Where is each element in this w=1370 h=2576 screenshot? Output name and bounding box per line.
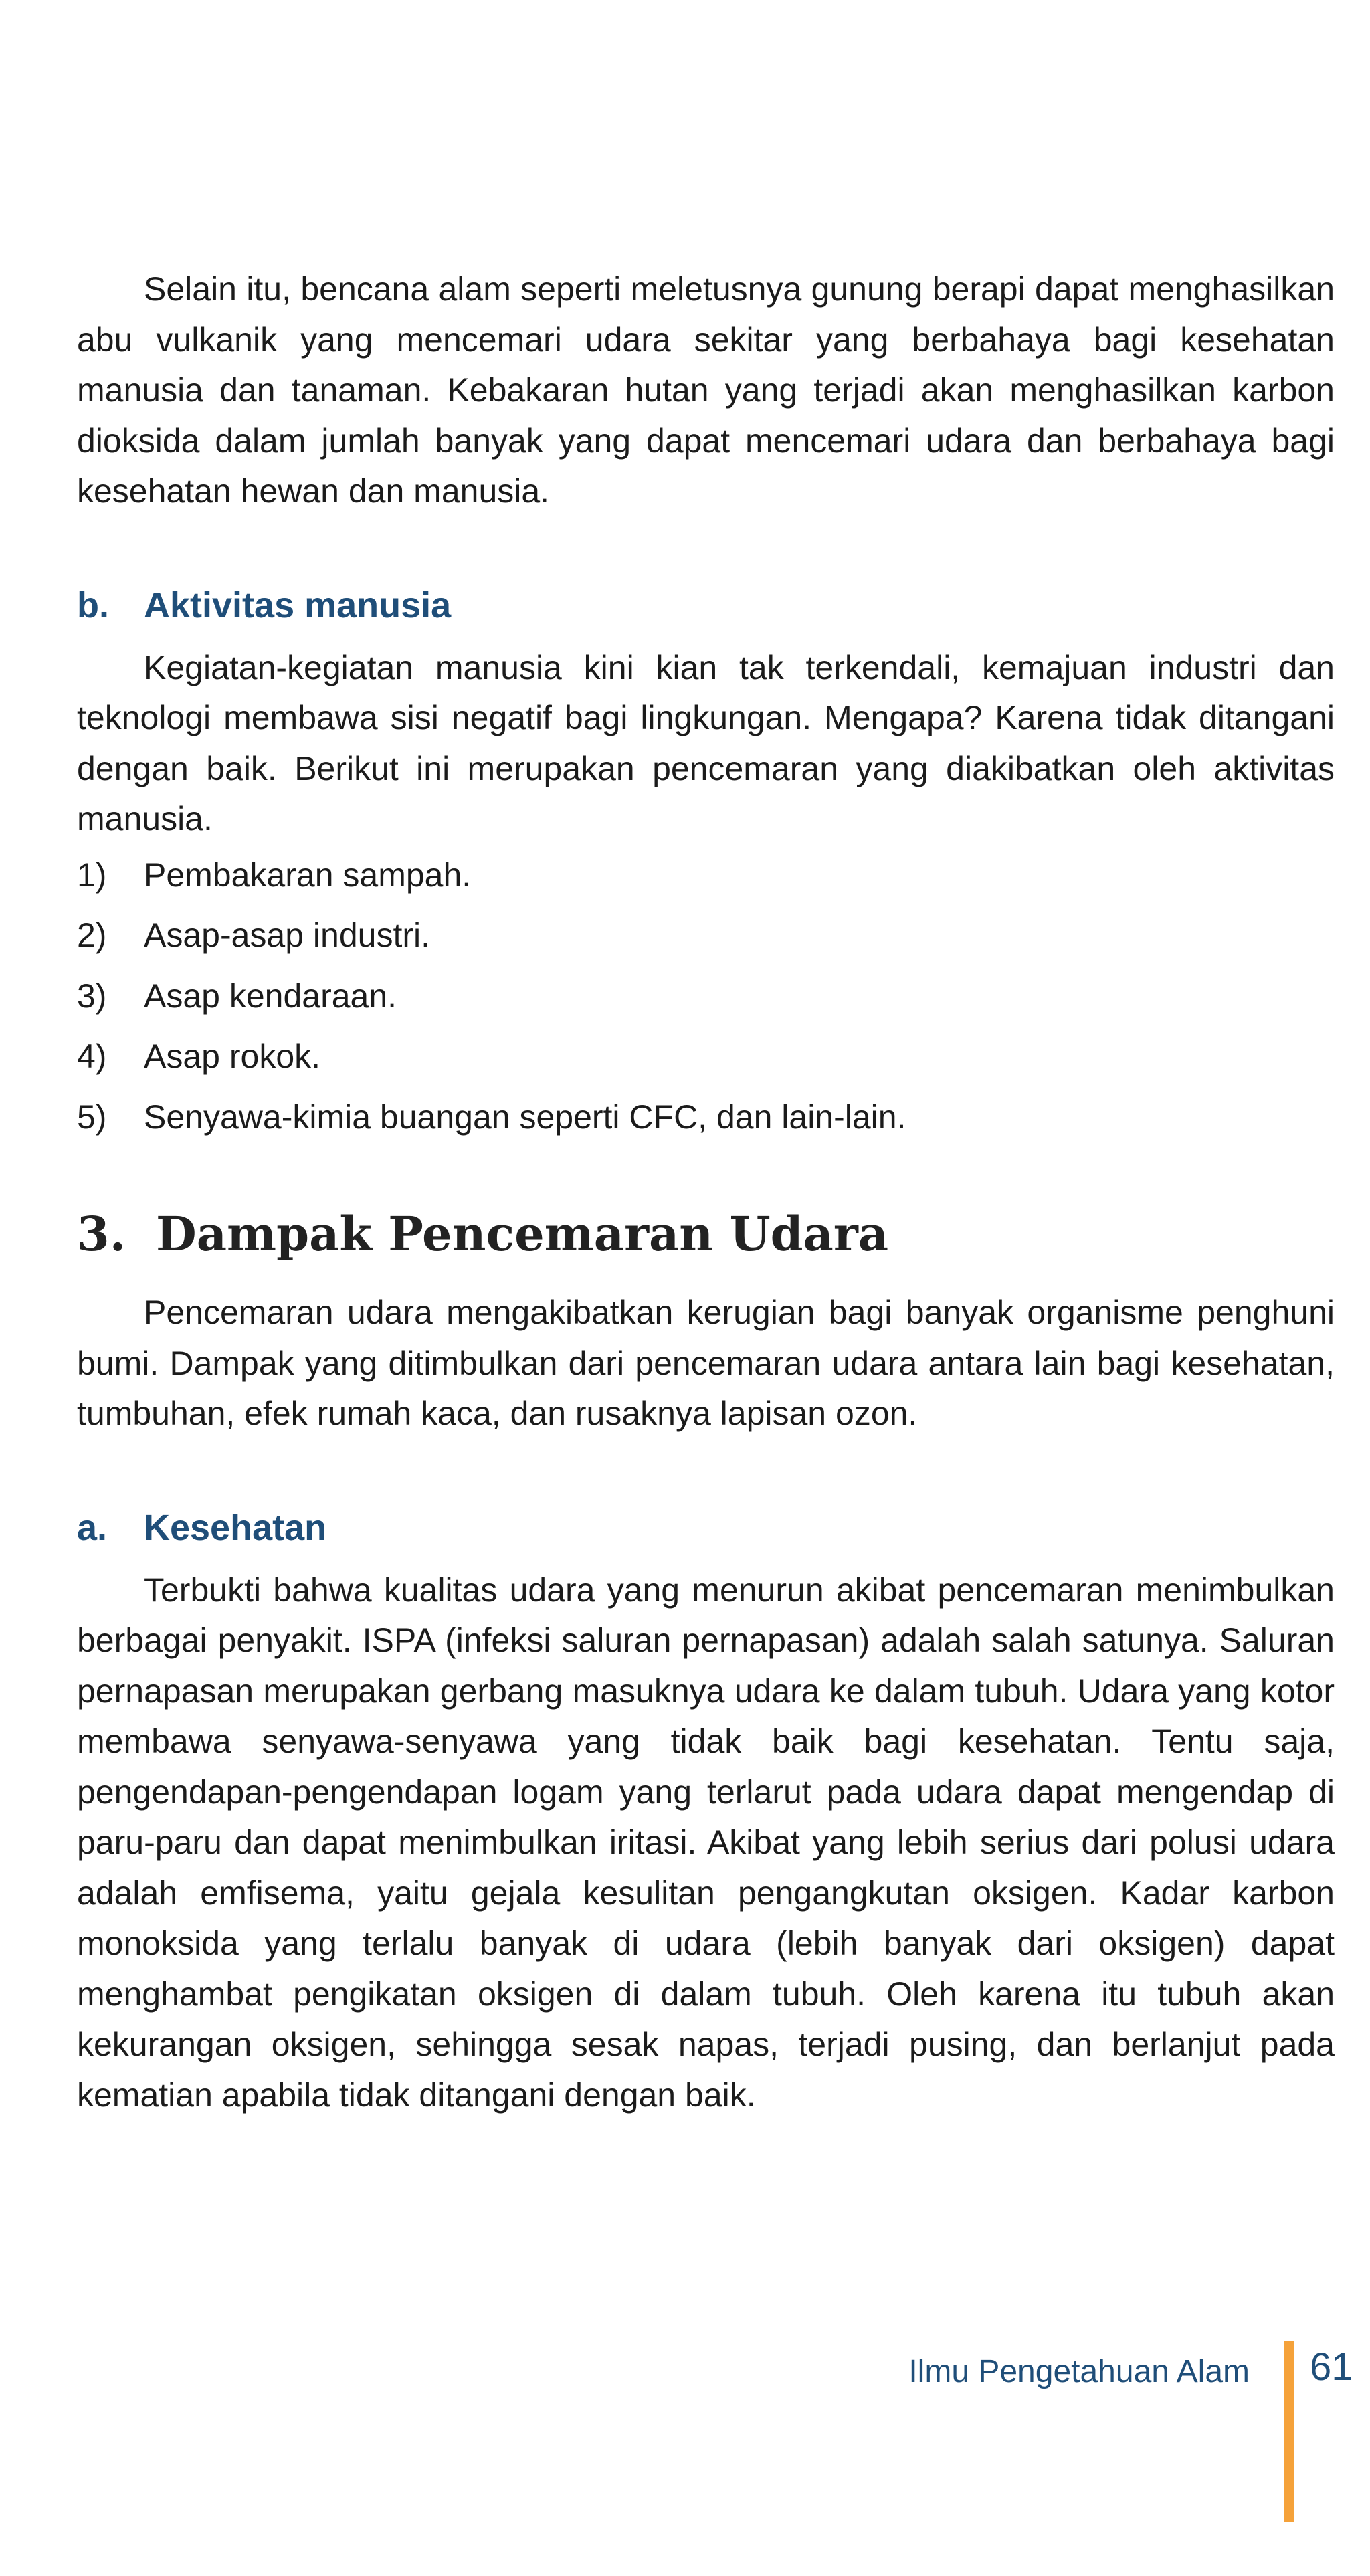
- list-number: 2): [77, 916, 107, 954]
- subsection-marker: a.: [77, 1507, 108, 1548]
- section-title: Dampak Pencemaran Udara: [156, 1206, 889, 1262]
- list-item: [77, 845, 1335, 906]
- list-text: Asap-asap industri.: [144, 916, 431, 954]
- subsection-title: Kesehatan: [144, 1507, 327, 1548]
- list-number: 1): [77, 856, 107, 894]
- pollution-source-list: [77, 845, 1335, 1148]
- footer-book-title: Ilmu Pengetahuan Alam: [908, 2354, 1250, 2389]
- list-text: Pembakaran sampah.: [144, 856, 472, 894]
- list-number: 3): [77, 977, 107, 1015]
- subsection-heading-aktivitas: [77, 579, 1335, 632]
- aktivitas-paragraph: Kegiatan-kegiatan manusia kini kian tak terkendali, kemajuan industri dan teknologi membawa sisi negatif bagi lingkungan. Mengapa? Karena tidak ditangani dengan baik. Berikut ini merupakan pencemaran yang diakibatkan oleh aktivitas manusia.: [77, 648, 1335, 837]
- list-item: [77, 1026, 1335, 1087]
- list-text: Asap kendaraan.: [144, 977, 397, 1015]
- section-number: 3.: [77, 1206, 126, 1262]
- dampak-paragraph: Pencemaran udara mengakibatkan kerugian bagi banyak organisme penghuni bumi. Dampak yang ditimbulkan dari pencemaran udara antara lain bagi kesehatan, tumbuhan, efek rumah kaca, dan rusaknya lapisan ozon.: [77, 1294, 1335, 1432]
- list-item: [77, 1087, 1335, 1148]
- subsection-title: Aktivitas manusia: [144, 585, 452, 625]
- list-item: [77, 966, 1335, 1027]
- subsection-marker: b.: [77, 585, 109, 625]
- list-item: [77, 905, 1335, 966]
- page-number: 61: [1310, 2345, 1353, 2389]
- section-heading-dampak: [77, 1201, 1335, 1268]
- page-content: [77, 264, 1335, 2120]
- list-text: Senyawa-kimia buangan seperti CFC, dan lain-lain.: [144, 1098, 906, 1136]
- subsection-heading-kesehatan: [77, 1501, 1335, 1555]
- kesehatan-paragraph: Terbukti bahwa kualitas udara yang menurun akibat pencemaran menimbulkan berbagai penyakit. ISPA (infeksi saluran pernapasan) adalah salah satunya. Saluran pernapasan merupakan gerbang masuknya udara ke dalam tubuh. Udara yang kotor membawa senyawa-senyawa yang tidak baik bagi kesehatan. Tentu saja, pengendapan-pengendapan logam yang terlarut pada udara dapat mengendap di paru-paru dan dapat menimbulkan iritasi. Akibat yang lebih serius dari polusi udara adalah emfisema, yaitu gejala kesulitan pengangkutan oksigen. Kadar karbon monoksida yang terlalu banyak di udara (lebih banyak dari oksigen) dapat menghambat pengikatan oksigen di dalam tubuh. Oleh karena itu tubuh akan kekurangan oksigen, sehingga sesak napas, terjadi pusing, dan berlanjut pada kematian apabila tidak ditangani dengan baik.: [77, 1571, 1335, 2114]
- list-text: Asap rokok.: [144, 1037, 321, 1075]
- list-number: 4): [77, 1037, 107, 1075]
- list-number: 5): [77, 1098, 107, 1136]
- intro-paragraph: Selain itu, bencana alam seperti meletusnya gunung berapi dapat menghasilkan abu vulkanik yang mencemari udara sekitar yang berbahaya bagi kesehatan manusia dan tanaman. Kebakaran hutan yang terjadi akan menghasilkan karbon dioksida dalam jumlah banyak yang dapat mencemari udara dan berbahaya bagi kesehatan hewan dan manusia.: [77, 270, 1335, 510]
- footer-accent-bar: [1284, 2341, 1294, 2522]
